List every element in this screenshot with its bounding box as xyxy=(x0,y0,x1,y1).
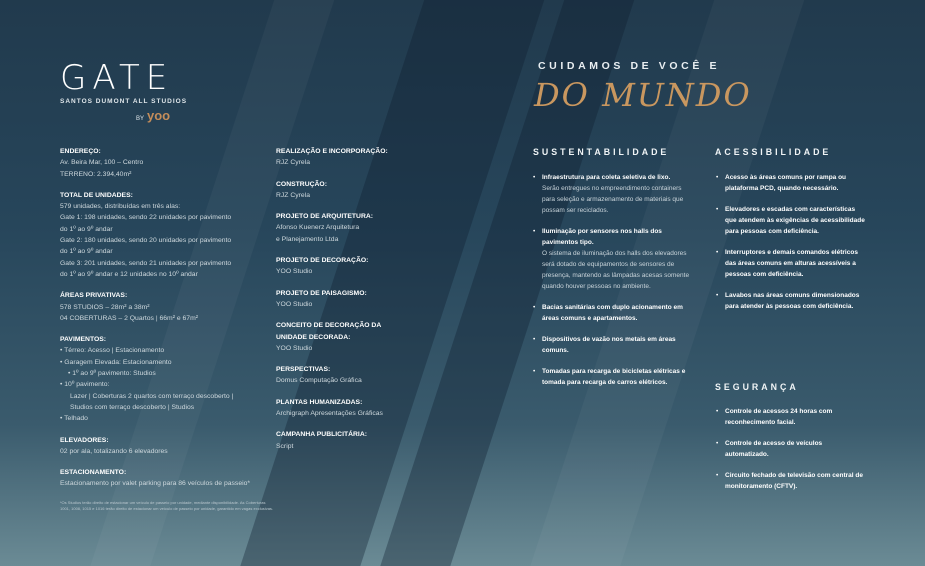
info-line: Gate 2: 180 unidades, sendo 20 unidades por pavimento xyxy=(60,237,232,245)
info-line: • Garagem Elevada: Estacionamento xyxy=(60,358,172,366)
info-label: PERSPECTIVAS: xyxy=(276,366,331,374)
info-line: YOO Studio xyxy=(276,268,313,276)
info-label: REALIZAÇÃO E INCORPORAÇÃO: xyxy=(276,148,388,155)
info-block xyxy=(276,288,406,311)
info-line: 02 por ala, totalizando 6 elevadores xyxy=(60,447,168,455)
info-block xyxy=(60,146,275,180)
info-line: Av. Beira Mar, 100 – Centro xyxy=(60,159,144,167)
list-item xyxy=(715,470,865,492)
info-line: Script xyxy=(276,442,294,450)
list-item xyxy=(715,290,865,312)
tagline-top: CUIDAMOS DE VOCÊ E xyxy=(538,60,721,72)
info-line: Gate 3: 201 unidades, sendo 21 unidades por pavimento xyxy=(60,259,232,267)
info-line: 579 unidades, distribuídas em três alas: xyxy=(60,203,181,211)
item-title: Lavabos nas áreas comuns dimensionados para atender às pessoas com deficiência. xyxy=(725,292,860,310)
info-line: YOO Studio xyxy=(276,344,313,352)
info-block xyxy=(276,211,406,245)
info-line: 578 STUDIOS – 28m² a 38m² xyxy=(60,303,150,311)
info-line: do 1º ao 9º andar xyxy=(60,248,113,256)
sustentabilidade-list xyxy=(532,172,692,398)
info-line: RJZ Cyrela xyxy=(276,159,310,167)
logo-wordmark: GATE xyxy=(60,58,174,98)
section-title-seguranca: SEGURANÇA xyxy=(715,382,799,392)
info-label: CONSTRUÇÃO: xyxy=(276,180,327,188)
list-item xyxy=(532,302,692,324)
info-label: ELEVADORES: xyxy=(60,436,109,444)
bullet-icon: • xyxy=(533,304,536,311)
list-item xyxy=(532,334,692,356)
info-line: • 1º ao 9º pavimento: Studios xyxy=(68,370,156,378)
info-line: Studios com terraço descoberto | Studios xyxy=(70,403,195,411)
item-text: Serão entregues no empreendimento containers para seleção e armazenamento de materiais que possam ser reciclados. xyxy=(542,185,684,214)
footnote: *Os Studios terão direito de estacionar um veículo de passeio por unidade, mediante disponibilidade. As Coberturas 1001, 1008, 1015 e 1016 terão direito de estacionar um veículo de passeio por unidade, garantido em vagas exclusivas. xyxy=(60,499,274,511)
info-line: • Telhado xyxy=(60,415,88,423)
info-line: do 1º ao 9º andar xyxy=(60,225,113,233)
info-line: • Térreo: Acesso | Estacionamento xyxy=(60,347,165,355)
list-item xyxy=(532,366,692,388)
item-title: Controle de acesso de veículos automatizado. xyxy=(725,440,823,458)
logo-subtitle: SANTOS DUMONT ALL STUDIOS xyxy=(60,98,188,105)
list-item xyxy=(715,172,865,194)
info-line: Afonso Kuenerz Arquitetura xyxy=(276,224,360,232)
info-line: e Planejamento Ltda xyxy=(276,235,339,243)
item-title: Acesso às áreas comuns por rampa ou plataforma PCD, quando necessário. xyxy=(725,174,847,192)
info-block xyxy=(60,190,275,280)
logo-by xyxy=(136,108,187,123)
by-text: BY xyxy=(136,116,145,122)
info-label: TOTAL DE UNIDADES: xyxy=(60,191,133,199)
bullet-icon: • xyxy=(716,174,719,181)
info-line: Domus Computação Gráfica xyxy=(276,377,362,385)
info-line: RJZ Cyrela xyxy=(276,191,310,199)
info-block xyxy=(60,435,275,458)
acessibilidade-list xyxy=(715,172,865,322)
yoo-logo: yoo xyxy=(147,108,171,123)
item-title: Dispositivos de vazão nos metais em áreas comuns. xyxy=(542,336,676,354)
item-title: Iluminação por sensores nos halls dos pavimentos tipo. xyxy=(542,228,662,246)
info-line: Archigraph Apresentações Gráficas xyxy=(276,410,383,418)
bullet-icon: • xyxy=(716,249,719,256)
info-block xyxy=(276,179,406,202)
info-line: YOO Studio xyxy=(276,300,313,308)
list-item xyxy=(715,247,865,280)
item-text: O sistema de iluminação dos halls dos elevadores será dotado de equipamentos de sensores de presença, mantendo as lâmpadas acesas somente quando houver pessoas no ambiente. xyxy=(542,250,690,290)
bullet-icon: • xyxy=(716,408,719,415)
info-block xyxy=(276,397,406,420)
info-label: PROJETO DE DECORAÇÃO: xyxy=(276,257,369,265)
list-item xyxy=(715,438,865,460)
info-label: PROJETO DE PAISAGISMO: xyxy=(276,289,367,297)
info-block xyxy=(276,146,406,169)
list-item xyxy=(715,204,865,237)
technical-sheet-credits xyxy=(276,146,406,462)
info-label: ENDEREÇO: xyxy=(60,148,101,155)
info-line: TERRENO: 2.394,40m² xyxy=(60,170,132,178)
item-title: Interruptores e demais comandos elétricos das áreas comuns em alturas acessíveis a pessoas com deficiência. xyxy=(725,249,858,278)
info-label: PROJETO DE ARQUITETURA: xyxy=(276,213,374,221)
list-item xyxy=(715,406,865,428)
technical-sheet-left xyxy=(60,146,275,512)
bullet-icon: • xyxy=(716,292,719,299)
bullet-icon: • xyxy=(533,228,536,235)
bullet-icon: • xyxy=(716,440,719,447)
item-title: Tomadas para recarga de bicicletas elétricas e tomada para recarga de carros elétricos. xyxy=(542,368,686,386)
info-label: ÁREAS PRIVATIVAS: xyxy=(60,292,128,300)
item-title: Controle de acessos 24 horas com reconhecimento facial. xyxy=(725,408,833,426)
info-line: Gate 1: 198 unidades, sendo 22 unidades por pavimento xyxy=(60,214,232,222)
info-label: CONCEITO DE DECORAÇÃO DA UNIDADE DECORADA: xyxy=(276,322,381,341)
list-item xyxy=(532,226,692,292)
info-line: Estacionamento por valet parking para 86 veículos de passeio* xyxy=(60,480,251,488)
section-title-acessibilidade: ACESSIBILIDADE xyxy=(715,147,832,157)
info-label: CAMPANHA PUBLICITÁRIA: xyxy=(276,431,367,439)
info-block xyxy=(60,334,275,424)
info-line: Lazer | Coberturas 2 quartos com terraço descoberto | xyxy=(70,392,234,400)
info-block xyxy=(276,320,406,354)
info-label: ESTACIONAMENTO: xyxy=(60,469,127,477)
item-title: Bacias sanitárias com duplo acionamento em áreas comuns e apartamentos. xyxy=(542,304,683,322)
info-block xyxy=(60,290,275,324)
info-block xyxy=(276,255,406,278)
item-title: Elevadores e escadas com características que atendem às exigências de acessibilidade para pessoas com deficiência. xyxy=(725,206,865,235)
info-block xyxy=(60,467,275,490)
section-title-sustentabilidade: SUSTENTABILIDADE xyxy=(533,147,670,157)
bullet-icon: • xyxy=(533,336,536,343)
bullet-icon: • xyxy=(716,206,719,213)
item-title: Circuito fechado de televisão com central de monitoramento (CFTV). xyxy=(725,472,863,490)
info-label: PLANTAS HUMANIZADAS: xyxy=(276,398,363,406)
info-line: do 1º ao 9º andar e 12 unidades no 10º andar xyxy=(60,270,198,278)
item-title: Infraestrutura para coleta seletiva de lixo. xyxy=(542,174,671,181)
info-block xyxy=(276,364,406,387)
tagline-bottom: DO MUNDO xyxy=(534,76,752,114)
info-label: PAVIMENTOS: xyxy=(60,336,107,344)
seguranca-list xyxy=(715,406,865,502)
info-line: • 10º pavimento: xyxy=(60,381,110,389)
bullet-icon: • xyxy=(716,472,719,479)
list-item xyxy=(532,172,692,216)
bullet-icon: • xyxy=(533,174,536,181)
info-block xyxy=(276,429,406,452)
info-line: 04 COBERTURAS – 2 Quartos | 66m² e 67m² xyxy=(60,314,199,322)
bullet-icon: • xyxy=(533,368,536,375)
gate-logo xyxy=(60,60,187,123)
